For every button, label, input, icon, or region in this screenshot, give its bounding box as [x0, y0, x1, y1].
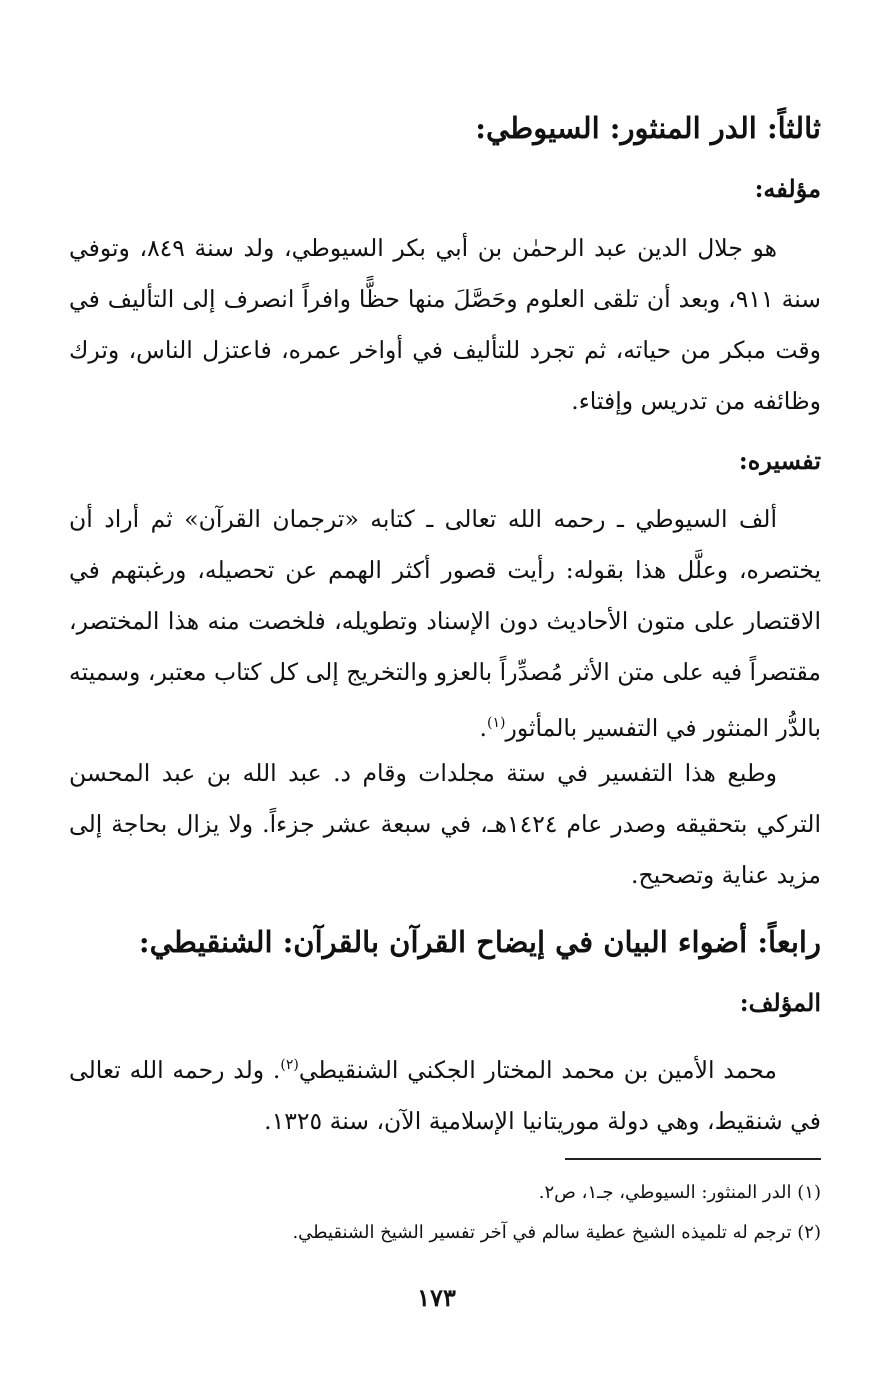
tafsir-end: . — [479, 713, 487, 742]
print-paragraph: وطبع هذا التفسير في ستة مجلدات وقام د. عبد الله بن عبد المحسن التركي بتحقيقه وصدر عام ١٤٢٤هـ، في سبعة عشر جزءاً. ولا يزال بحاجة إلى مزيد عناية وتصحيح. — [69, 759, 821, 889]
tafsir-paragraph — [69, 494, 821, 754]
author-paragraph: هو جلال الدين عبد الرحمٰن بن أبي بكر السيوطي، ولد سنة ٨٤٩، وتوفي سنة ٩١١، وبعد أن تلقى العلوم وحَصَّلَ منها حظًّا وافراً انصرف إلى التأليف في وقت مبكر من حياته، ثم تجرد للتأليف في أواخر عمره، فاعتزل الناس، وترك وظائفه من تدريس وإفتاء. — [69, 234, 821, 415]
tafsir-text: ألف السيوطي ـ رحمه الله تعالى ـ كتابه «ترجمان القرآن» ثم أراد أن يختصره، وعلَّل هذا بقوله: رأيت قصور أكثر الهمم عن تحصيله، ورغبتهم في الاقتصار على متون الأحاديث دون الإسناد وتطويله، فلخصت منه هذا المختصر، مقتصراً فيه على متن الأثر مُصدِّراً بالعزو والتخريج إلى كل كتاب معتبر، وسميته بالدُّر المنثور في التفسير بالمأثور — [69, 505, 821, 742]
footnote-separator — [565, 1158, 821, 1160]
author-heading: مؤلفه: — [754, 174, 821, 203]
shinqiti-bio: . ولد رحمه الله تعالى في شنقيط، وهي دولة موريتانيا الإسلامية الآن، سنة ١٣٢٥. — [69, 1055, 821, 1135]
footnote-1: (١) الدر المنثور: السيوطي، جـ١، ص٢. — [538, 1182, 821, 1203]
footnote-ref-2: (٢) — [280, 1057, 299, 1073]
shinqiti-name: محمد الأمين بن محمد المختار الجكني الشنقيطي — [298, 1055, 777, 1084]
shinqiti-paragraph — [69, 1040, 821, 1147]
section-title-adwa-al-bayan: رابعاً: أضواء البيان في إيضاح القرآن بالقرآن: الشنقيطي: — [138, 925, 821, 959]
footnote-2: (٢) ترجم له تلميذه الشيخ عطية سالم في آخر تفسير الشيخ الشنقيطي. — [292, 1222, 821, 1243]
tafsir-heading: تفسيره: — [738, 446, 821, 475]
section-title-durr-manthur: ثالثاً: الدر المنثور: السيوطي: — [475, 111, 821, 145]
footnote-ref-1: (١) — [487, 715, 506, 731]
mu-allif-heading: المؤلف: — [739, 988, 821, 1017]
page-number: ١٧٣ — [417, 1283, 456, 1312]
